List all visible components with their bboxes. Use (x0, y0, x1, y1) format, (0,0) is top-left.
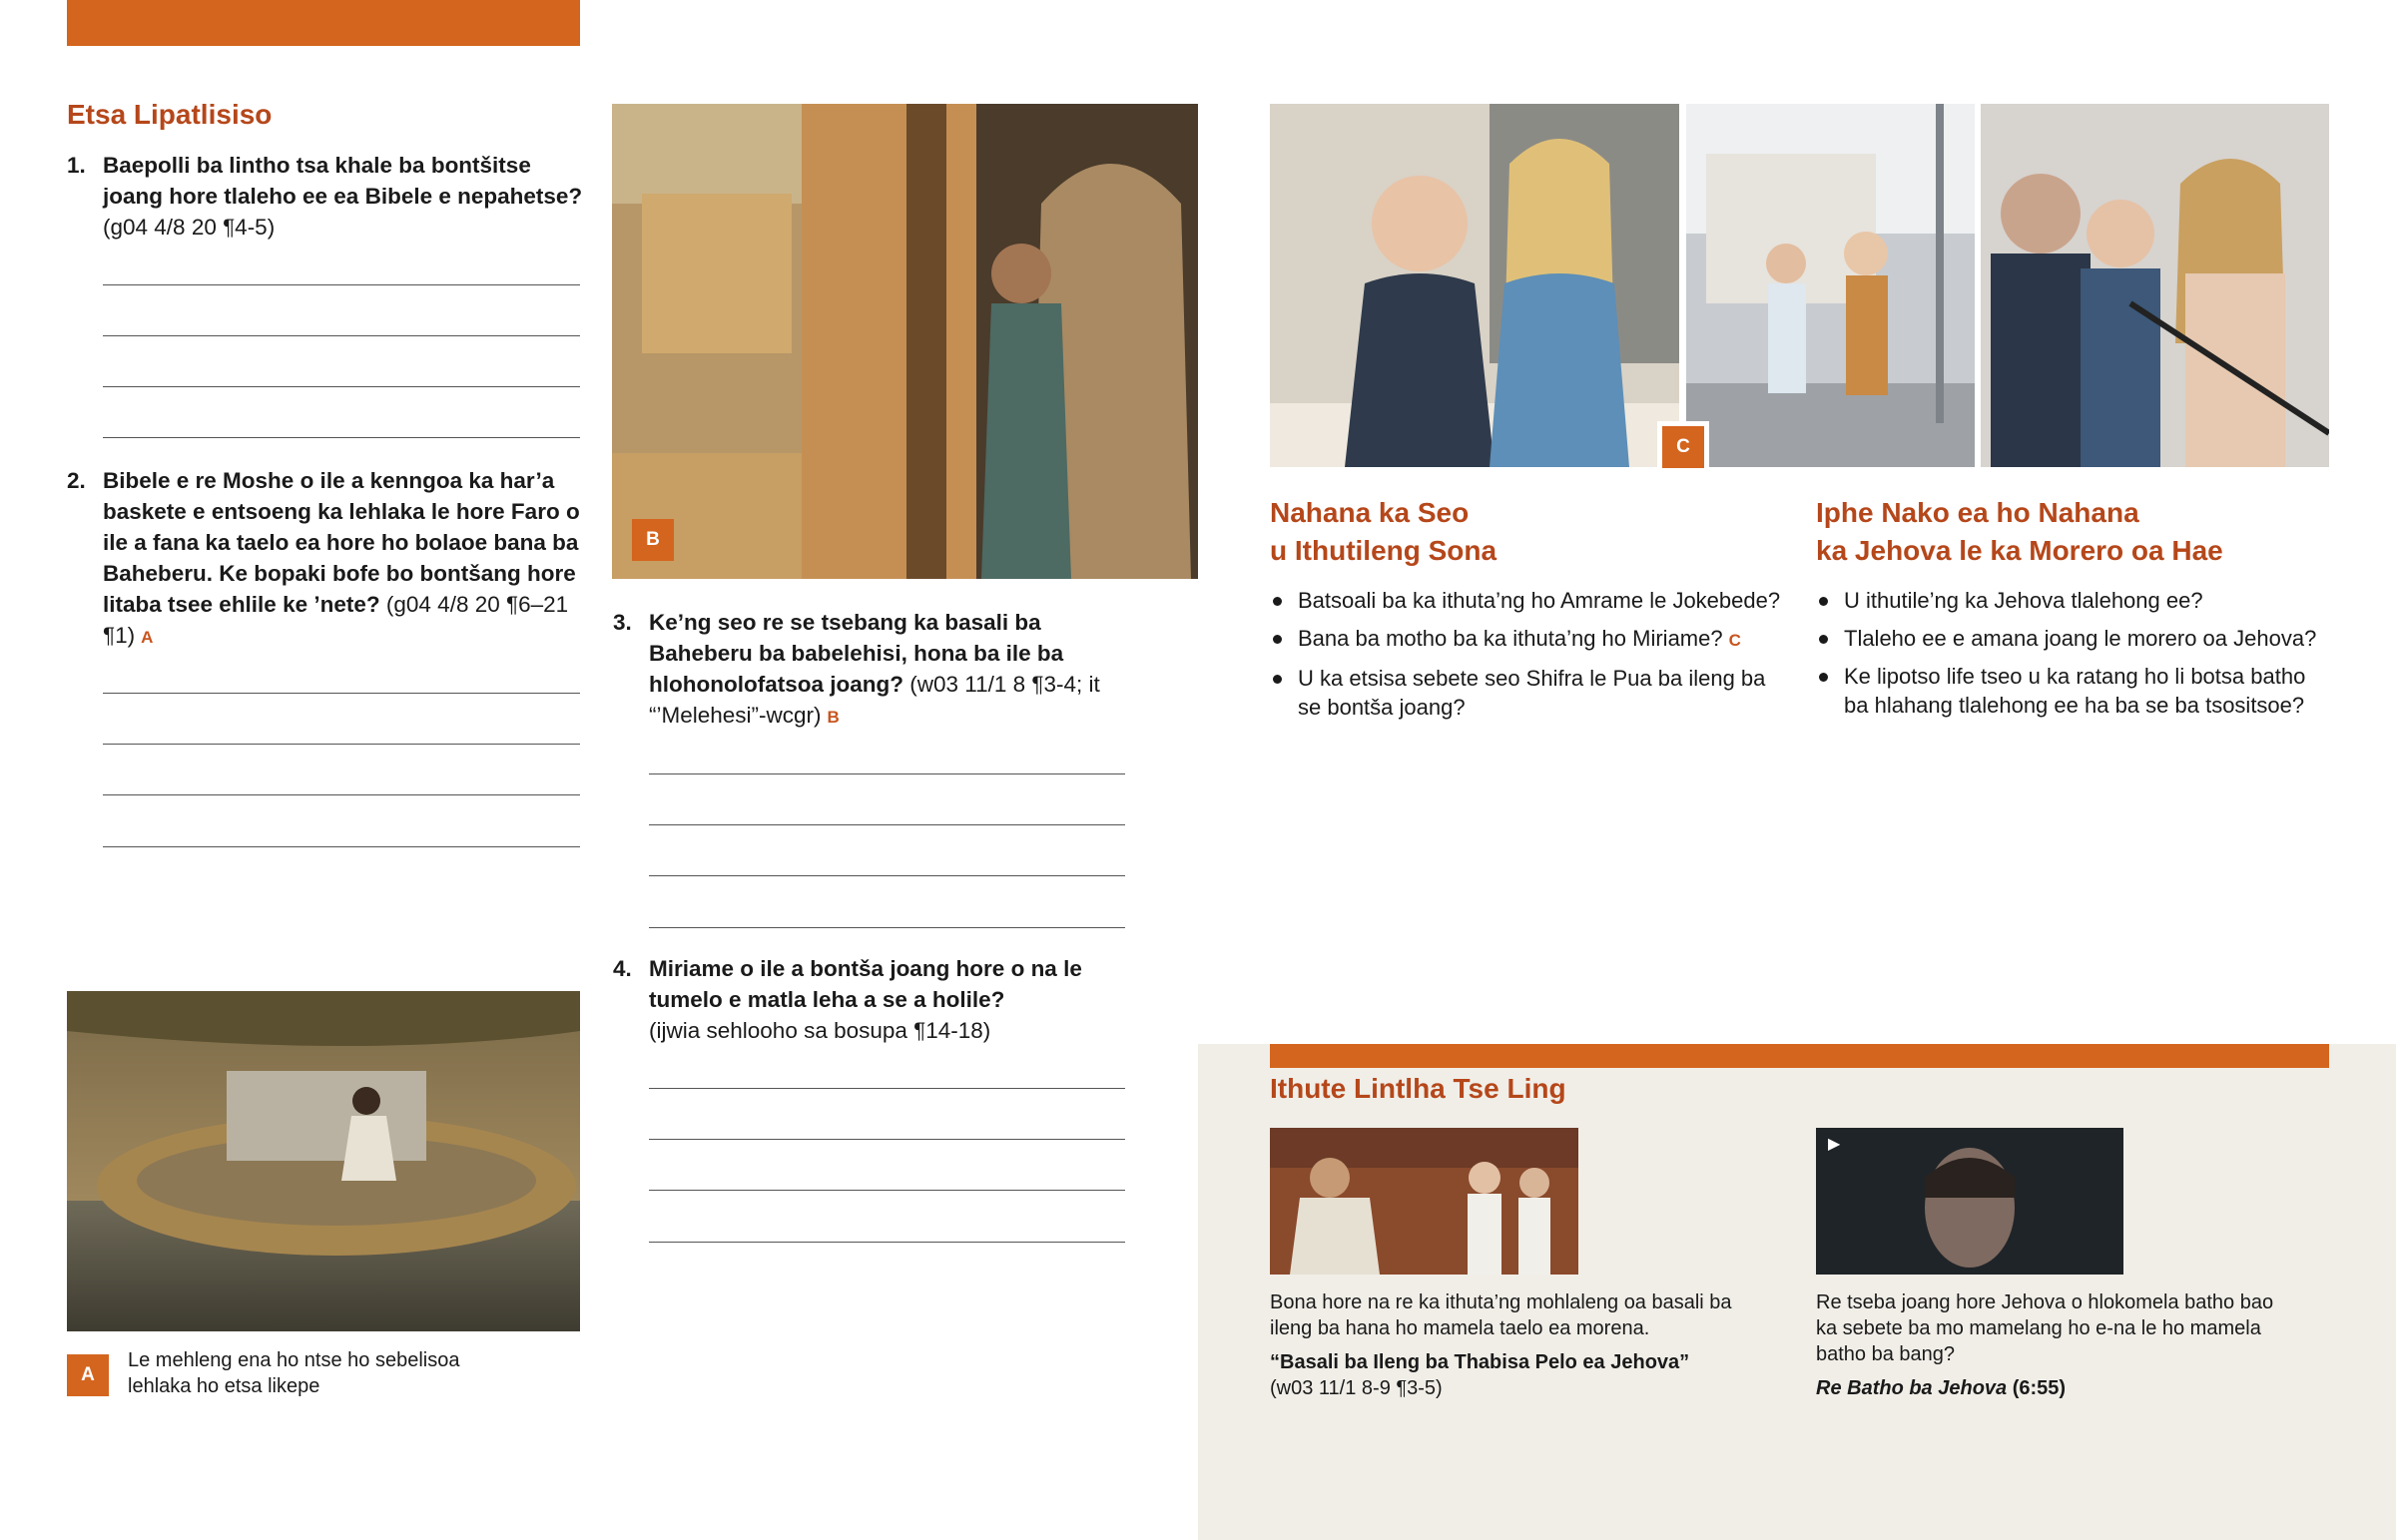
answer-line[interactable] (103, 284, 580, 285)
question-1-number: 1. (67, 153, 86, 178)
answer-line[interactable] (649, 1139, 1125, 1140)
question-1-text: Baepolli ba lintho tsa khale ba bontšitse joang hore tlaleho ee ea Bibele e nepahetse? (103, 153, 583, 209)
meeting-illustration (1981, 104, 2329, 467)
answer-line[interactable] (649, 824, 1125, 825)
learn-more-title: Ithute Lintlha Tse Ling (1270, 1073, 1566, 1104)
answer-line[interactable] (649, 1242, 1125, 1243)
answer-line[interactable] (103, 846, 580, 847)
bullet-tag-c: C (1728, 631, 1741, 650)
answer-line[interactable] (649, 875, 1125, 876)
children-at-meeting-photo (1981, 104, 2329, 467)
question-4-ref: (ijwia sehlooho sa bosupa ¶14-18) (649, 1018, 991, 1043)
question-2-ref: (g04 4/8 20 ¶6–21 ¶1) (103, 592, 569, 648)
reflect-bullets (1270, 586, 1789, 731)
learn-more-accent-bar (1270, 1044, 2329, 1068)
pharaoh-illustration (1270, 1128, 1578, 1275)
question-4 (613, 953, 1132, 1046)
bullet-text: Tlaleho ee e amana joang le morero oa Jehova? (1844, 626, 2317, 651)
midwives-illustration (612, 104, 1198, 579)
video-face-illustration (1816, 1128, 2123, 1275)
reed-boat-illustration (67, 991, 580, 1331)
think-bullet (1816, 624, 2335, 653)
answer-line[interactable] (103, 335, 580, 336)
question-3-ref: (w03 11/1 8 ¶3-4; it “’Melehesi”-wcgr) (649, 672, 1100, 728)
reflect-title (1270, 494, 1789, 570)
reflect-title-line1: Nahana ka Seo (1270, 497, 1470, 528)
video-thumbnail[interactable] (1816, 1128, 2123, 1275)
reflect-bullet (1270, 624, 1789, 655)
reed-boat-photo (67, 991, 580, 1331)
think-bullet (1816, 586, 2335, 615)
article-description: Bona hore na re ka ithuta’ng mohlaleng oa basali ba ileng ba hana ho mamela taelo ea morena. (1270, 1291, 1732, 1339)
bullet-text: U ka etsisa sebete seo Shifra le Pua ba ileng ba se bontša joang? (1298, 666, 1766, 720)
bullet-text: U ithutile’ng ka Jehova tlalehong ee? (1844, 588, 2203, 613)
bullet-text: Bana ba motho ba ka ithuta’ng ho Miriame? (1298, 626, 1723, 651)
think-title (1816, 494, 2335, 570)
pharaoh-article-thumbnail[interactable] (1270, 1128, 1578, 1275)
answer-line[interactable] (103, 437, 580, 438)
bullet-text: Batsoali ba ka ithuta’ng ho Amrame le Jokebede? (1298, 588, 1781, 613)
question-2 (67, 465, 586, 653)
answer-line[interactable] (103, 693, 580, 694)
question-3-text: Ke’ng seo re se tsebang ka basali ba Baheberu ba babelehisi, hona ba ile ba hlohonolofatsoa joang? (649, 610, 1064, 697)
top-accent-bar (67, 0, 580, 46)
answer-line[interactable] (649, 927, 1125, 928)
think-title-line1: Iphe Nako ea ho Nahana (1816, 497, 2139, 528)
question-4-number: 4. (613, 956, 632, 981)
answer-line[interactable] (649, 773, 1125, 774)
photo-label-b: B (632, 519, 674, 561)
caption-a: Le mehleng ena ho ntse ho sebelisoa lehlaka ho etsa likepe (128, 1349, 460, 1397)
question-2-tag: A (141, 628, 154, 647)
children-studying-illustration (1270, 104, 1679, 467)
question-3-number: 3. (613, 610, 632, 635)
reflect-title-line2: u Ithutileng Sona (1270, 535, 1498, 566)
answer-line[interactable] (103, 386, 580, 387)
question-1-ref: (g04 4/8 20 ¶4-5) (103, 215, 276, 240)
question-3 (613, 607, 1132, 733)
video-title-text: Re Batho ba Jehova (1816, 1377, 2008, 1399)
egypt-scene-illustration (612, 104, 1198, 579)
children-walking-illustration (1686, 104, 1975, 467)
think-bullet (1816, 662, 2335, 720)
answer-line[interactable] (103, 744, 580, 745)
answer-line[interactable] (649, 1088, 1125, 1089)
think-bullets (1816, 586, 2335, 729)
reflect-bullet (1270, 664, 1789, 722)
video-duration: (6:55) (2012, 1377, 2067, 1399)
question-2-text: Bibele e re Moshe o ile a kenngoa ka har’a baskete e entsoeng ka lehlaka le hore Faro o ile a fana ka taelo ea hore ho bolaoe bana ba Baheberu. Ke bopaki bofe bo bontšang hore litaba tsee ehlile ke ’nete? (103, 468, 580, 617)
question-4-text: Miriame o ile a bontša joang hore o na le tumelo e matla leha a se a holile? (649, 956, 1082, 1012)
video-description: Re tseba joang hore Jehova o hlokomela batho bao ka sebete ba mo mamelang ho e-na le ho mamela batho ba bang? (1816, 1291, 2274, 1365)
question-2-number: 2. (67, 468, 86, 493)
photo-label-a: A (67, 1354, 109, 1396)
photo-label-c: C (1662, 426, 1704, 468)
reflect-bullet (1270, 586, 1789, 615)
article-ref: (w03 11/1 8-9 ¶3-5) (1270, 1377, 1443, 1399)
think-title-line2: ka Jehova le ka Morero oa Hae (1816, 535, 2223, 566)
question-1 (67, 150, 586, 243)
video-title[interactable] (1816, 1375, 2335, 1401)
bullet-text: Ke lipotso life tseo u ka ratang ho li botsa batho ba hlahang tlalehong ee ha ba se ba tsositsoe? (1844, 664, 2306, 718)
article-title[interactable]: “Basali ba Ileng ba Thabisa Pelo ea Jehova” (1270, 1351, 1690, 1373)
answer-line[interactable] (103, 794, 580, 795)
play-icon[interactable]: ▶ (1828, 1136, 1841, 1153)
children-walking-photo (1686, 104, 1975, 467)
answer-line[interactable] (649, 1190, 1125, 1191)
question-3-tag: B (827, 708, 840, 727)
children-studying-photo (1270, 104, 1679, 467)
section-title-research: Etsa Lipatlisiso (67, 99, 273, 130)
